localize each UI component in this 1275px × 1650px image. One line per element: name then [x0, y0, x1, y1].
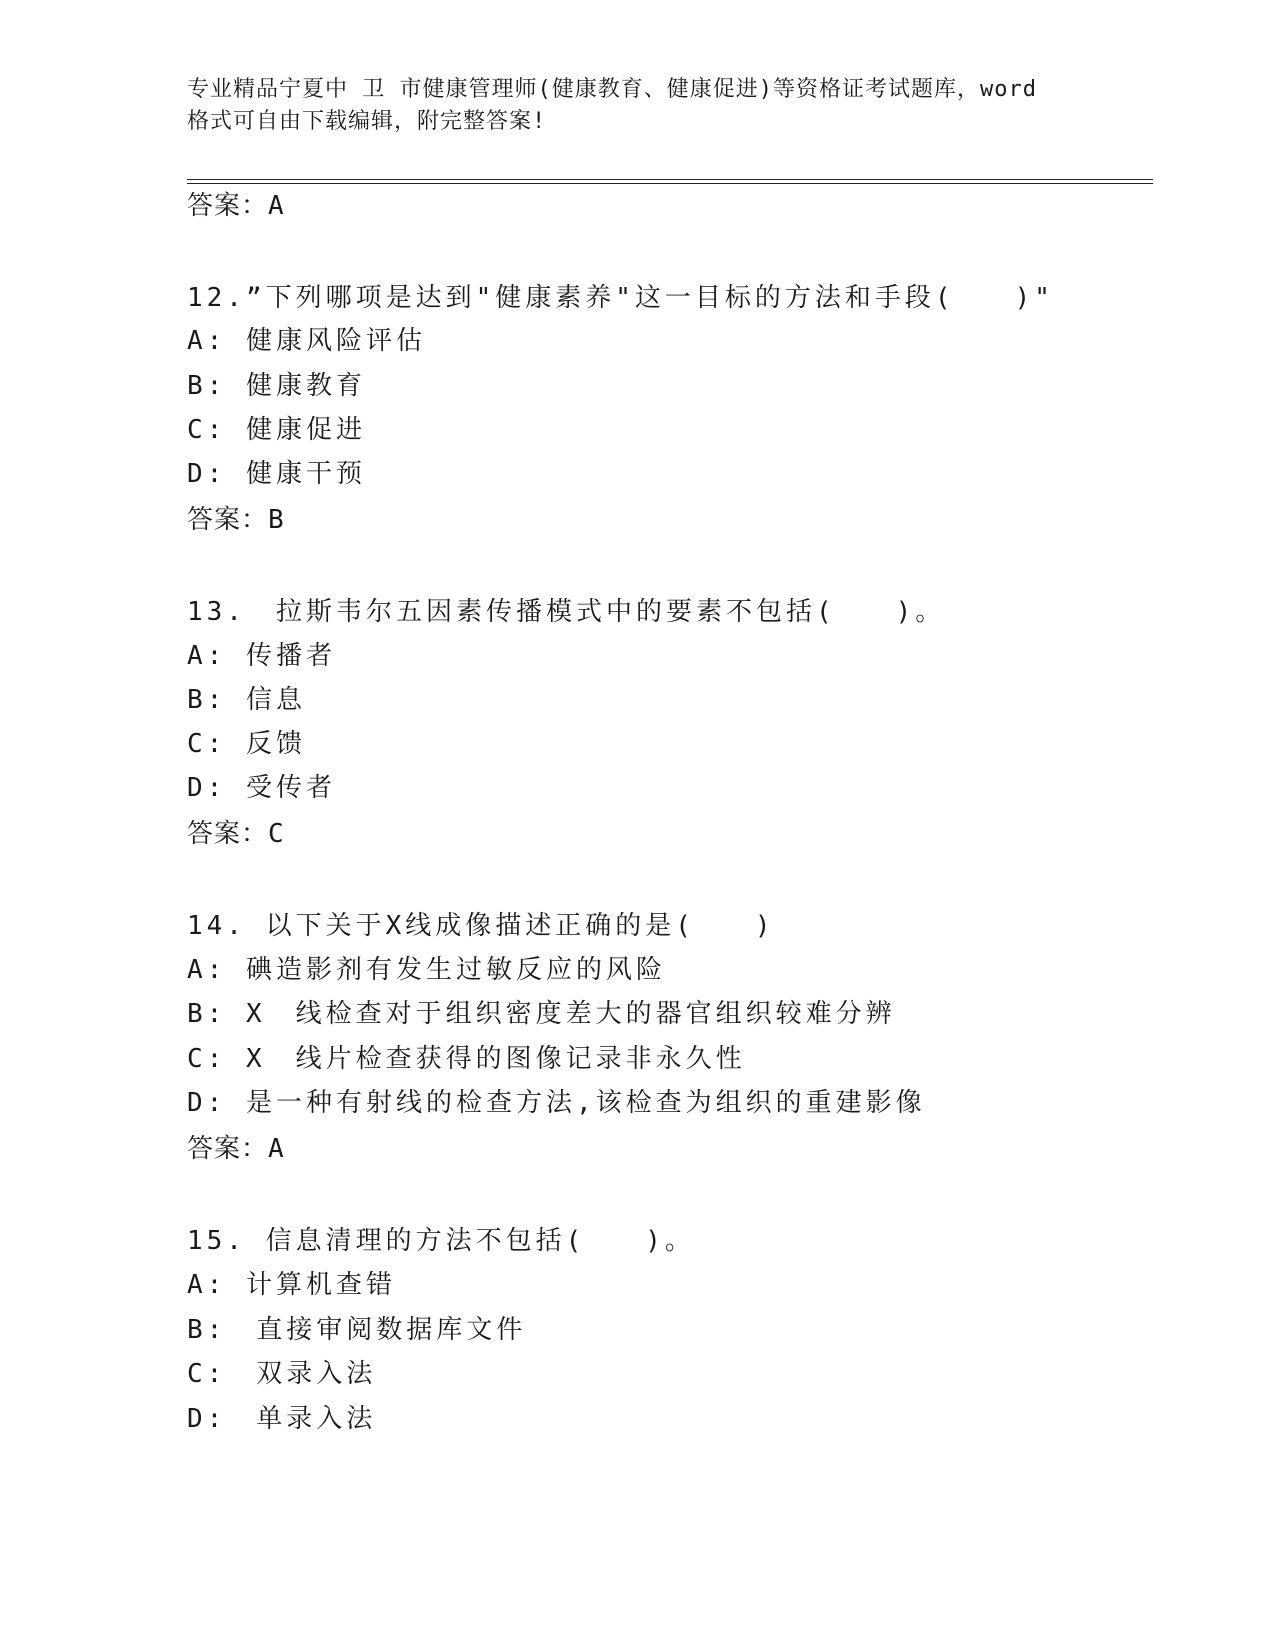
answer-label: 答案： [187, 191, 269, 221]
answer-value: C [268, 819, 285, 849]
header-rule-bottom [187, 183, 1153, 184]
header-rule-top [187, 179, 1153, 180]
answer-value: A [268, 1134, 285, 1164]
question-12-option-c: C: 健康促进 [187, 415, 366, 445]
answer-12 [187, 504, 285, 536]
question-14-option-d: D: 是一种有射线的检查方法,该检查为组织的重建影像 [187, 1088, 926, 1118]
document-header: 专业精品宁夏中 卫 市健康管理师(健康教育、健康促进)等资格证考试题库，word 格式可自由下载编辑，附完整答案! [187, 77, 1037, 134]
answer-value: A [268, 191, 285, 221]
question-14-option-a: A: 碘造影剂有发生过敏反应的风险 [187, 955, 666, 985]
question-13-option-b: B: 信息 [187, 685, 306, 715]
question-12-option-d: D: 健康干预 [187, 459, 366, 489]
answer-prev [187, 190, 285, 222]
question-13-option-a: A: 传播者 [187, 641, 336, 671]
question-15-option-a: A: 计算机查错 [187, 1270, 396, 1300]
question-14-option-b: B: X 线检查对于组织密度差大的器官组织较难分辨 [187, 999, 896, 1029]
answer-14 [187, 1133, 285, 1165]
question-14-option-c: C: X 线片检查获得的图像记录非永久性 [187, 1044, 746, 1074]
question-14-stem: 14. 以下关于X线成像描述正确的是( ) [187, 911, 775, 941]
question-13-option-d: D: 受传者 [187, 773, 336, 803]
answer-13 [187, 818, 285, 850]
answer-label: 答案： [187, 819, 269, 849]
question-12-option-b: B: 健康教育 [187, 371, 366, 401]
question-12-stem: 12.”下列哪项是达到"健康素养"这一目标的方法和手段( )" [187, 283, 1054, 313]
question-13-option-c: C: 反馈 [187, 729, 306, 759]
question-12-option-a: A: 健康风险评估 [187, 326, 426, 356]
answer-value: B [268, 505, 285, 535]
question-15-option-d: D: 单录入法 [187, 1404, 377, 1434]
question-15-stem: 15. 信息清理的方法不包括( )。 [187, 1226, 695, 1256]
question-13-stem: 13. 拉斯韦尔五因素传播模式中的要素不包括( )。 [187, 597, 946, 627]
answer-label: 答案： [187, 505, 269, 535]
question-15-option-c: C: 双录入法 [187, 1359, 377, 1389]
question-15-option-b: B: 直接审阅数据库文件 [187, 1315, 527, 1345]
answer-label: 答案： [187, 1134, 269, 1164]
